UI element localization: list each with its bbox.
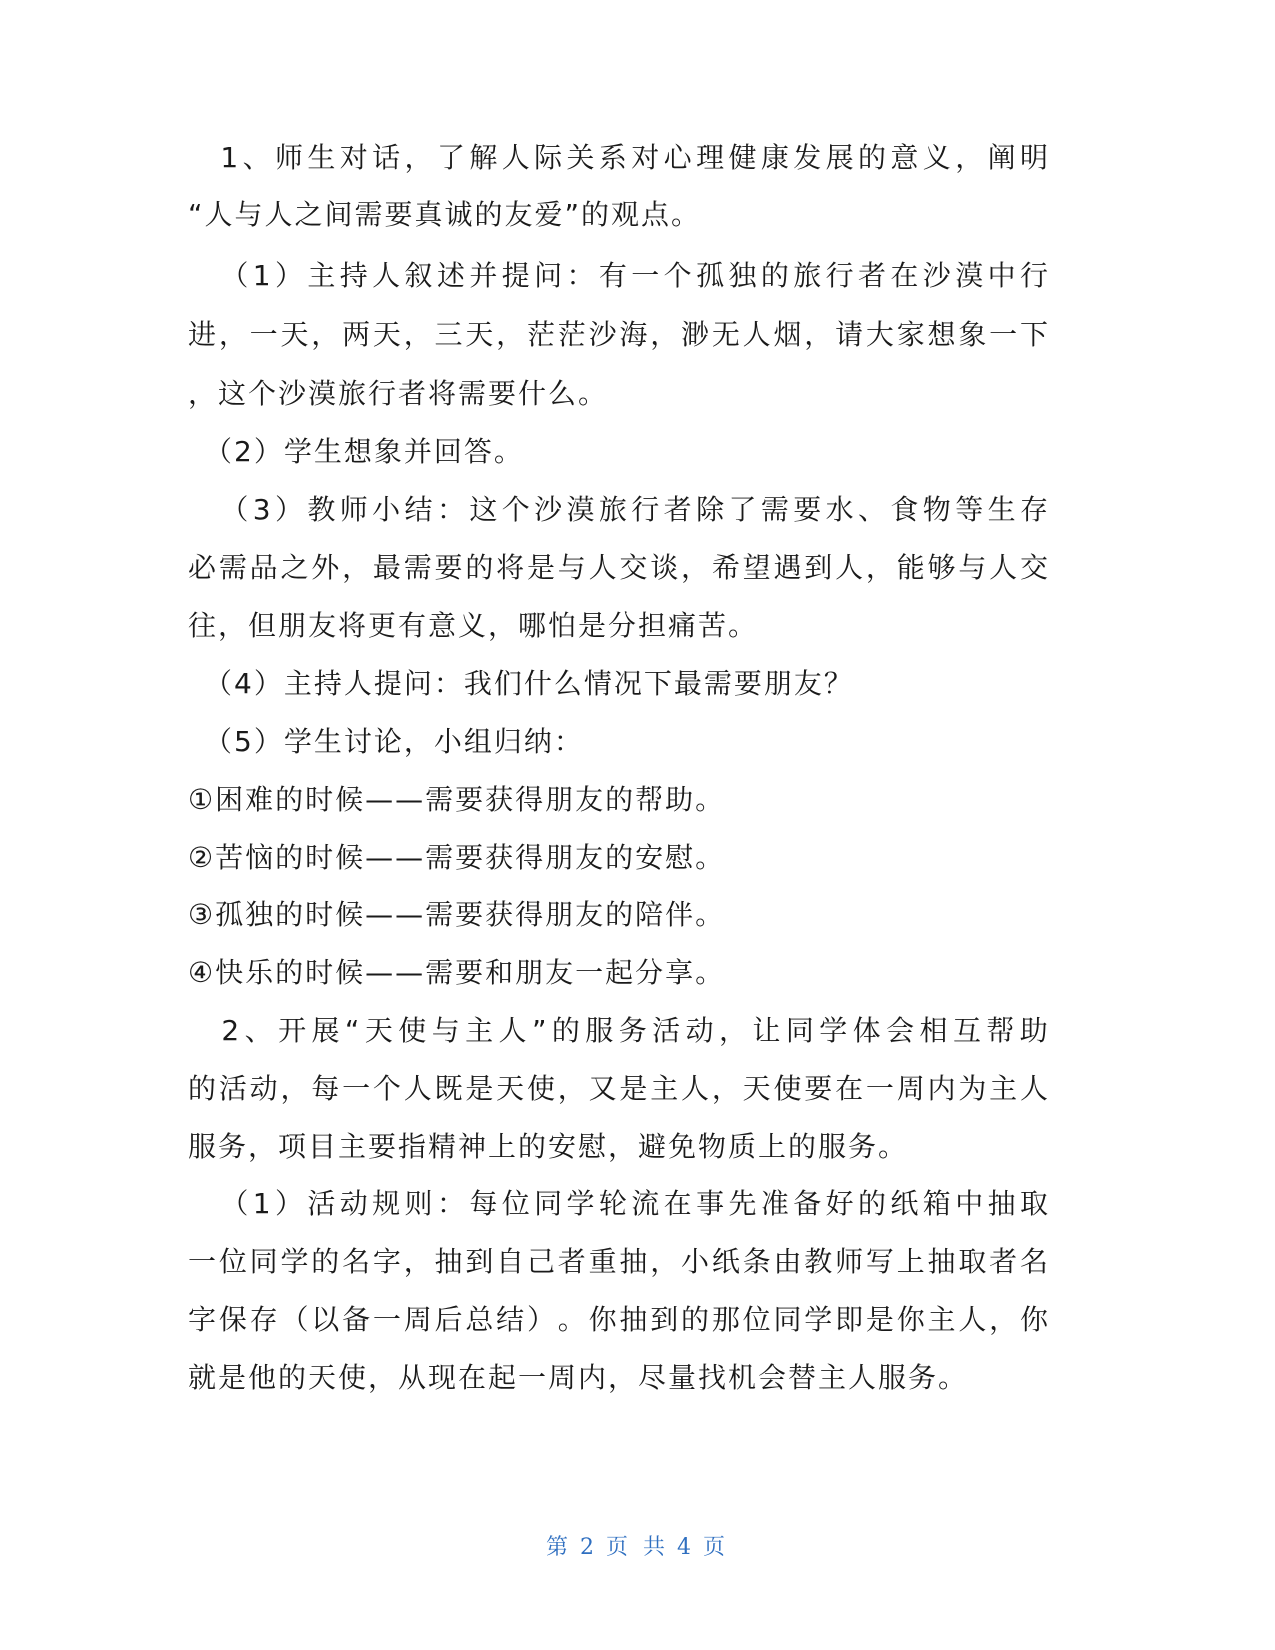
paragraph-line: ，这个沙漠旅行者将需要什么。 (188, 377, 609, 410)
paragraph-line: （ 3 ） 教 师 小 结 ： 这 个 沙 漠 旅 行 者 除 了 需 要 水 、 食 物 等 生 存 (220, 493, 1048, 526)
paragraph-line: 服务，项目主要指精神上的安慰，避免物质上的服务。 (188, 1130, 909, 1163)
paragraph-line: “人与人之间需要真诚的友爱”的观点。 (188, 198, 702, 231)
paragraph-line: （4）主持人提问：我们什么情况下最需要朋友？ (188, 667, 854, 700)
total-page-number: 4 (677, 1535, 695, 1560)
current-page-number: 2 (580, 1535, 598, 1560)
paragraph-line: 字 保 存 （ 以 备 一 周 后 总 结 ） 。 你 抽 到 的 那 位 同 学 即 是 你 主 人 ， 你 (188, 1303, 1048, 1336)
paragraph-line: 一 位 同 学 的 名 字 ， 抽 到 自 己 者 重 抽 ， 小 纸 条 由 教 师 写 上 抽 取 者 名 (188, 1245, 1048, 1278)
list-item: ②苦恼的时候——需要获得朋友的安慰。 (188, 841, 726, 874)
paragraph-line: 进 ， 一 天 ， 两 天 ， 三 天 ， 茫 茫 沙 海 ， 渺 无 人 烟 ， 请 大 家 想 象 一 下 (188, 318, 1048, 351)
paragraph-line: 的 活 动 ， 每 一 个 人 既 是 天 使 ， 又 是 主 人 ， 天 使 要 在 一 周 内 为 主 人 (188, 1072, 1048, 1105)
paragraph-line: （2）学生想象并回答。 (188, 435, 524, 468)
paragraph-line: 就是他的天使，从现在起一周内，尽量找机会替主人服务。 (188, 1361, 969, 1394)
list-item: ③孤独的时候——需要获得朋友的陪伴。 (188, 898, 726, 931)
footer-middle: 页 共 (606, 1535, 669, 1560)
footer-prefix: 第 (545, 1535, 572, 1560)
paragraph-line: 2 、 开 展 “ 天 使 与 主 人 ” 的 服 务 活 动 ， 让 同 学 体 会 相 互 帮 助 (221, 1014, 1048, 1047)
paragraph-line: （ 1 ） 活 动 规 则 ： 每 位 同 学 轮 流 在 事 先 准 备 好 的 纸 箱 中 抽 取 (220, 1187, 1048, 1220)
paragraph-line: 1 、 师 生 对 话 ， 了 解 人 际 关 系 对 心 理 健 康 发 展 的 意 义 ， 阐 明 (220, 141, 1048, 174)
paragraph-line: 往，但朋友将更有意义，哪怕是分担痛苦。 (188, 609, 759, 642)
paragraph-line: （5）学生讨论，小组归纳： (188, 725, 584, 758)
list-item: ④快乐的时候——需要和朋友一起分享。 (188, 956, 726, 989)
footer-suffix: 页 (703, 1535, 730, 1560)
paragraph-line: 必 需 品 之 外 ， 最 需 要 的 将 是 与 人 交 谈 ， 希 望 遇 到 人 ， 能 够 与 人 交 (188, 551, 1048, 584)
page-footer (0, 1530, 1275, 1561)
paragraph-line: （ 1 ） 主 持 人 叙 述 并 提 问 ： 有 一 个 孤 独 的 旅 行 者 在 沙 漠 中 行 (220, 259, 1048, 292)
list-item: ①困难的时候——需要获得朋友的帮助。 (188, 783, 726, 816)
